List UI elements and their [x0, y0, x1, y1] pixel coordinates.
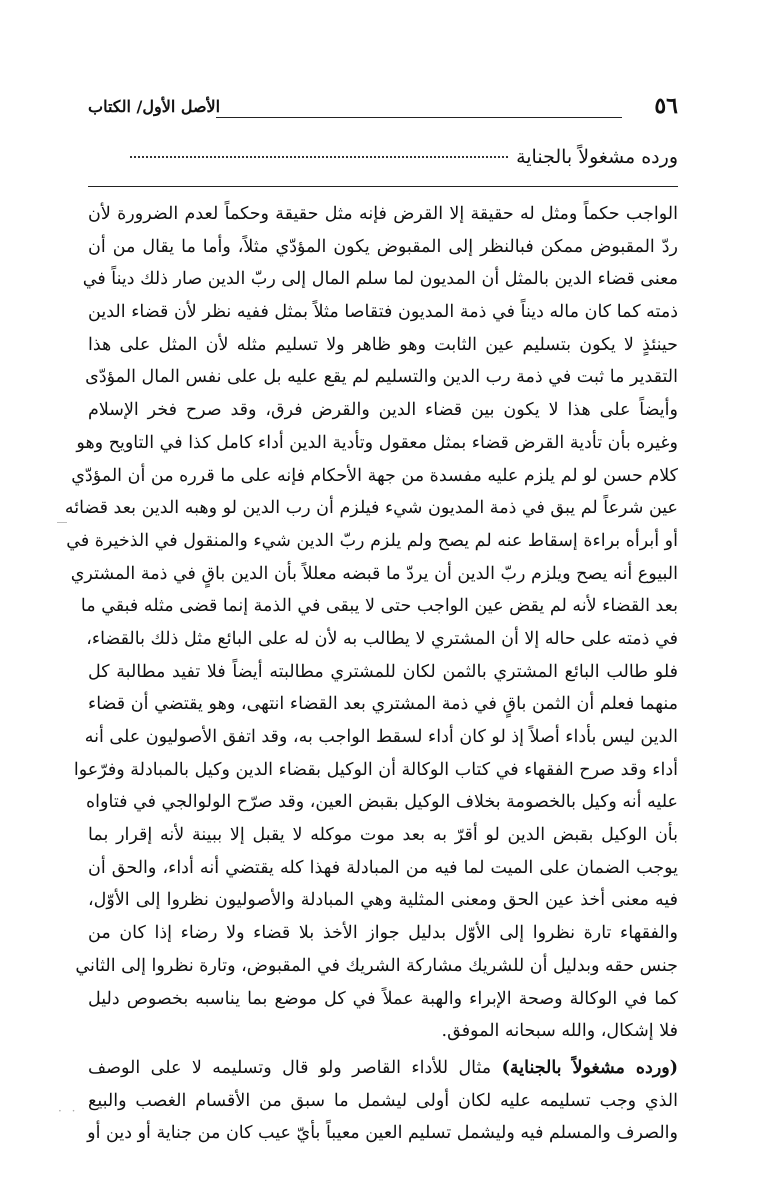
text-line: ردّ المقبوض ممكن فبالنظر إلى المقبوض يكون المؤدّي مثلاً، وأما ما يقال من أن	[88, 236, 678, 257]
text-line: منهما فعلم أن الثمن باقٍ في ذمة المشتري بعد القضاء انتهى، وهو يقتضي أن قضاء	[88, 694, 678, 715]
paragraph-1	[64, 198, 678, 1048]
text-line: عين شرعاً لم يبق في ذمة المديون شيء فيلزم أن رب الدين لو وهبه الدين بعد قضائه	[64, 498, 678, 519]
text-line: والفقهاء تارة نظروا إلى الأوّل بدليل جواز الأخذ بلا قضاء ولا رضاء إذا كان من	[88, 923, 678, 944]
text-line: معنى قضاء الدين بالمثل أن المديون لما سلم المال إلى ربّ الدين صار ذلك ديناً في	[82, 269, 678, 290]
section-rule	[88, 186, 678, 187]
text-line: التقدير ما ثبت في ذمة رب الدين والتسليم لم يقع عليه بل على نفس المال المؤدّى	[85, 367, 678, 388]
running-head: الأصل الأول/ الكتاب	[88, 97, 221, 116]
body-text	[64, 198, 678, 1150]
text-line: البيوع أنه يصح ويلزم ربّ الدين أن يردّ ما قبضه معللاً بأن الدين باقٍ في ذمة المشتري	[70, 563, 678, 584]
header-rule	[216, 117, 622, 118]
margin-note	[88, 140, 678, 174]
scan-specks: · ·	[58, 1104, 79, 1118]
text-line: الدين ليس بأداء أصلاً إذ لو كان أداء لسقط الواجب به، وقد اتفق الأصوليون على أنه	[84, 727, 678, 747]
text-line: والصرف والمسلم فيه وليشمل تسليم العين معيباً بأيّ عيب كان من جناية أو دين أو	[87, 1123, 678, 1144]
text-line: الذي وجب تسليمه عليه لكان أولى ليشمل ما سبق من الأقسام الغصب والبيع	[88, 1090, 678, 1111]
commentary-lead: (ورده مشغولاً بالجناية)	[501, 1057, 678, 1078]
text-line: ذمته كما كان ماله ديناً في ذمة المديون فتقاصا مثلاً بمثل ففيه نظر لأن قضاء الدين	[88, 302, 678, 323]
text-line: بعد القضاء لأنه لم يقض عين الواجب حتى لا يبقى في الذمة إنما قضى مثله فبقي ما	[80, 596, 678, 617]
text-line: كما في الوكالة وصحة الإبراء والهبة عملاً في كل موضع بما يناسبه بخصوص دليل	[88, 988, 678, 1009]
text-line: فلو طالب البائع المشتري بالثمن لكان للمشتري مطالبته أيضاً فلا تفيد مطالبة كل	[88, 661, 678, 682]
text-line: حينئذٍ لا يكون بتسليم عين الثابت وهو ظاهر ولا تسليم مثله لأن المثل على هذا	[88, 334, 678, 355]
margin-mark	[57, 522, 67, 523]
text-line: فيه معنى أخذ عين الحق ومعنى المثلية وهي المبادلة والأصوليون نظروا إلى الأوّل،	[88, 890, 678, 911]
text-line: وغيره بأن تأدية القرض قضاء بمثل معقول وتأدية الدين أداء كامل كذا في التاويح وهو	[76, 432, 678, 453]
text-line-with-lead	[88, 1052, 678, 1085]
text-line: أداء وقد صرح الفقهاء في كتاب الوكالة أن الوكيل بقضاء الدين وكيل بالمبادلة وفرّعوا	[73, 759, 678, 780]
text-line: وأيضاً على هذا لا يكون بين قضاء الدين والقرض فرق، وقد صرح فخر الإسلام	[88, 400, 678, 421]
paragraph-2	[88, 1052, 678, 1150]
text-line: أو أبرأه براءة إسقاط عنه لم يصح ولم يلزم ربّ الدين شيء والمنقول في الذخيرة في	[66, 530, 678, 551]
text-line: عليه أنه وكيل بالخصومة بخلاف الوكيل بقبض العين، وقد صرّح الولوالجي في فتاواه	[86, 792, 678, 813]
text-line: فلا إشكال، والله سبحانه الموفق.	[441, 1021, 678, 1042]
margin-note-text: ورده مشغولاً بالجناية	[516, 146, 678, 168]
text-line: الواجب حكماً ومثل له حقيقة إلا القرض فإنه مثل حقيقة وحكماً لعدم الضرورة لأن	[88, 204, 678, 224]
page-number: ٥٦	[654, 93, 678, 119]
text-line: بأن الوكيل بقبض الدين لو أقرّ به بعد موت موكله لا يقبل إلا ببينة لأنه إقرار بما	[88, 825, 678, 846]
text-line: كلام حسن لو لم يلزم عليه مفسدة من جهة الأحكام فإنه على ما قرره من أن المؤدّي	[71, 465, 678, 486]
page-header	[88, 93, 678, 123]
text-line: يوجب الضمان على الميت لما فيه من المبادلة فهذا كله يقتضي أنه أداء، والحق أن	[88, 857, 678, 878]
text-line: جنس حقه وبدليل أن للشريك مشاركة الشريك في المقبوض، وتارة نظروا إلى الثاني	[75, 955, 678, 976]
text-line: في ذمته على حاله إلا أن المشتري لا يطالب به لأن له على البائع مثل ذلك بالقضاء،	[86, 628, 678, 649]
commentary-text: مثال للأداء القاصر ولو قال وتسليمه لا على الوصف	[88, 1057, 502, 1078]
dotted-leader	[130, 156, 508, 158]
